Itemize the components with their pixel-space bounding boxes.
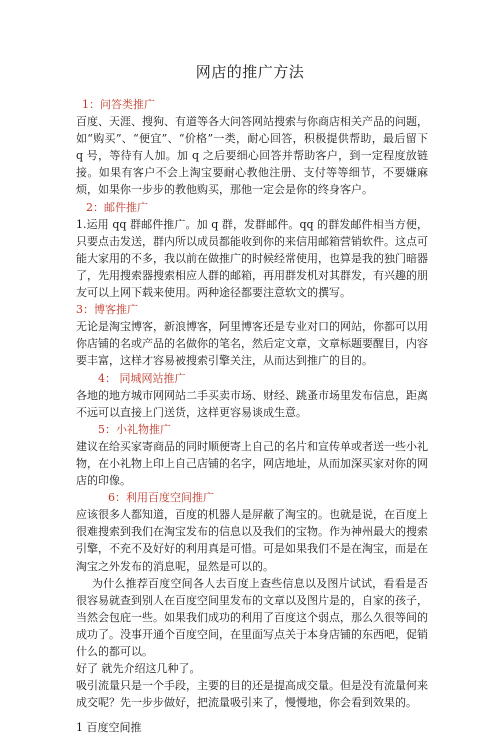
paragraph-traffic: 吸引流量只是一个手段，主要的目的还是提高成交量。但是没有流量何来成交呢？先一步步做好，把流量吸引来了，慢慢地，你会看到效果的。 (76, 679, 428, 710)
paragraph-closing-note: 好了 就先介绍这几种了。 (76, 662, 201, 676)
section-text-local-site: 各地的地方城市网网站二手买卖市场、财经、跳蚤市场里发布信息，距离不远可以直接上门送货，这样更容易谈成生意。 (76, 388, 428, 419)
section-text-blog: 无论是淘宝博客，新浪博客，阿里博客还是专业对口的网站，你都可以用你店铺的名或产品的名做你的笔名，然后定文章，文章标题要醒目，内容要丰富，这样才容易被搜索引擎关注，从而达到推广的目的。 (76, 320, 428, 368)
section-text-gift: 建议在给买家寄商品的同时顺便寄上自己的名片和宣传单或者送一些小礼物，在小礼物上印上自己店铺的名字，网店地址，从而加深买家对你的网店的印像。 (76, 439, 428, 488)
section-heading-local-site: 4： 同城网站推广 (98, 371, 186, 385)
document-title: 网店的推广方法 (195, 63, 305, 81)
paragraph-baidu-reason: 为什么推荐百度空间各人去百度上查些信息以及图片试试，看看是否很容易就查到别人在百度空间里发布的文章以及图片是的，自家的孩子，当然会包庇一些。如果我们成功的利用了百度这个弱点，那么久很等间的成功了。没事开通个百度空间，在里面写点关于本身店铺的东西吧，促销什么的都可以。 (76, 576, 428, 658)
section-heading-email: 2：邮件推广 (86, 200, 148, 214)
section-heading-qa: 1：问答类推广 (82, 98, 155, 111)
section-text-qa: 百度、天涯、搜狗、有道等各大问答网站搜索与你商店相关产品的问题，如“购买”、“便宜”、“价格”一类，耐心回答，积极提供帮助，最后留下 q 号，等待有人加。加 q 之后要细心回答并帮助客户，到一定程度放链接。如果有客户不会上淘宝要耐心教他注册、支付等等细节，不要嫌麻烦，如果你一步步的教他购买，那他一定会是你的终身客户。 (76, 115, 428, 197)
document-body (76, 96, 428, 736)
section-text-baidu-space: 应该很多人都知道，百度的机器人是屏蔽了淘宝的。也就是说，在百度上很难搜索到我们在淘宝发布的信息以及我们的宝物。作为神州最大的搜索引擎，不充不及好好的利用真是可惜。可是如果我们不是在淘宝，而是在淘宝之外发布的消息呢，显然是可以的。 (76, 508, 428, 573)
section-heading-blog: 3：博客推广 (76, 303, 138, 317)
section-text-email: 1.运用 qq 群邮件推广。加 q 群，发群邮件。qq 的群发邮件相当方便，只要点击发送，群内所以成员都能收到你的来信用邮箱营销软件。这点可能大家用的不多，我以前在做推广的时候经常使用，也算是我的独门暗器了，先用搜索器搜索相应人群的邮箱，再用群发机对其群发，有兴趣的朋友可以上网下载来使用。两种途径都要注意软文的撰写。 (76, 217, 428, 300)
section-heading-gift: 5：小礼物推广 (98, 422, 171, 436)
section-heading-baidu-space: 6：利用百度空间推广 (108, 491, 214, 505)
footer-partial-line: 1 百度空间推 (76, 721, 142, 735)
